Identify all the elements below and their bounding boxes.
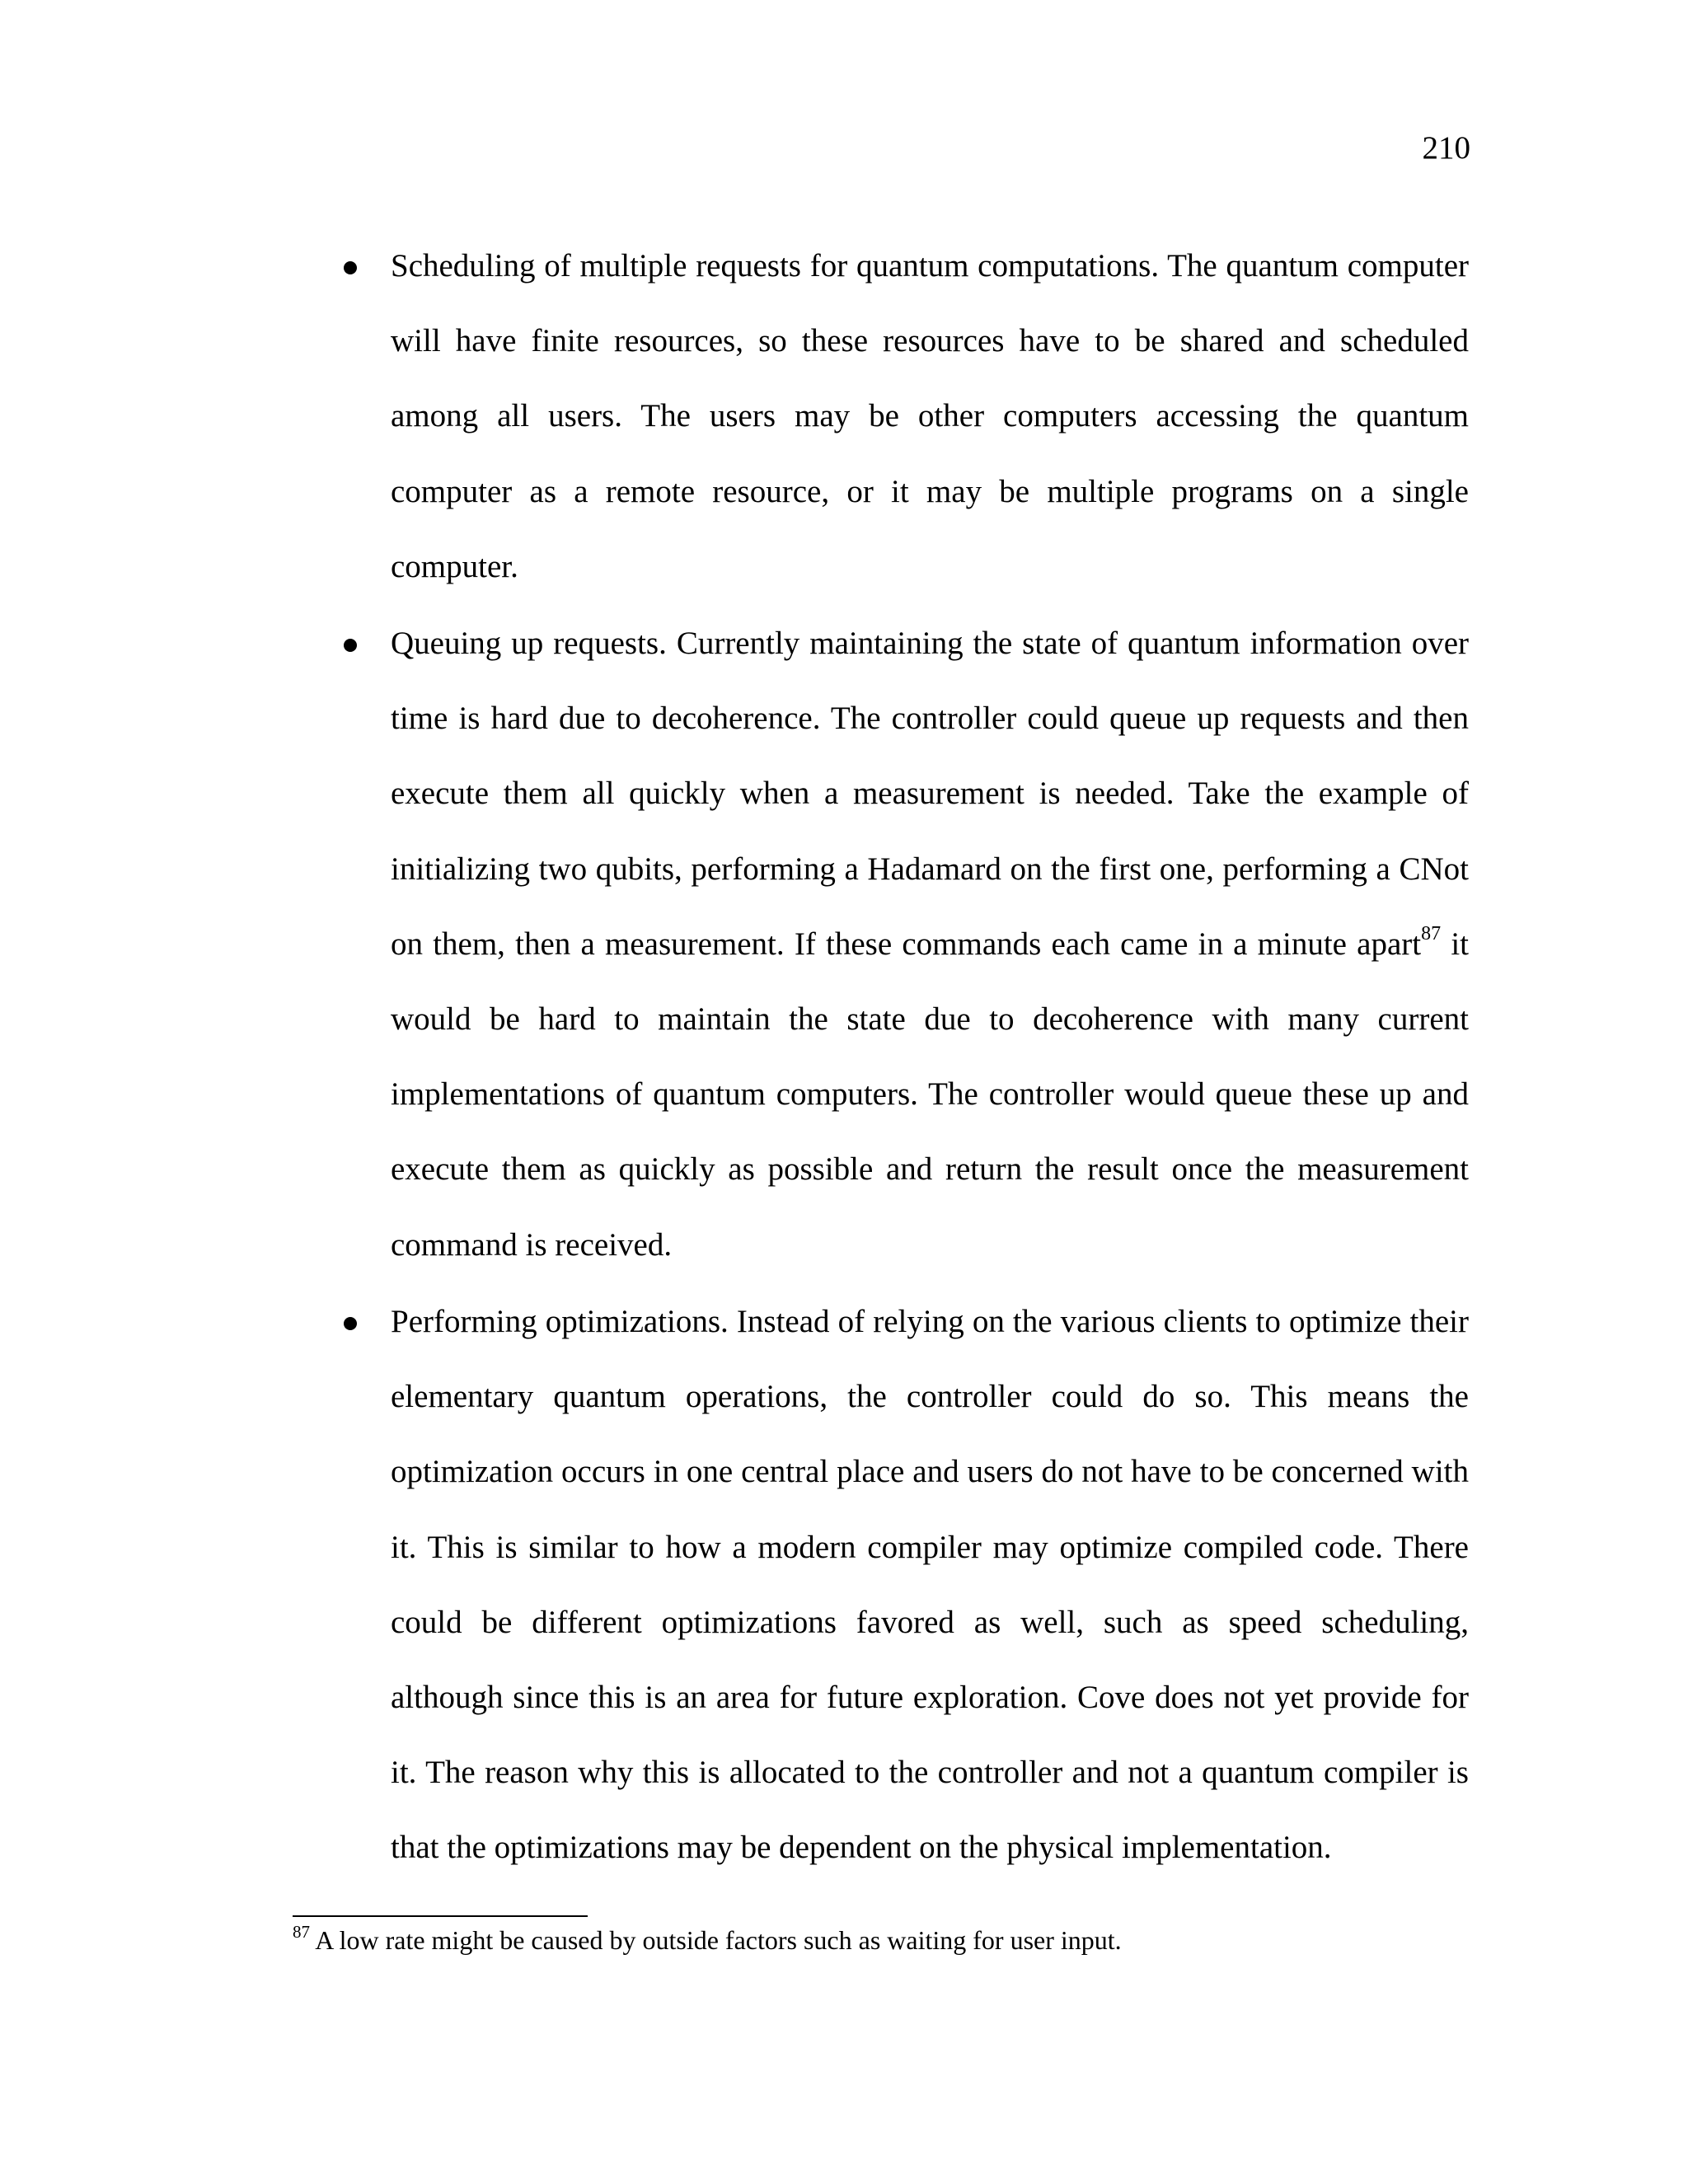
bullet-text: Performing optimizations. Instead of relying on the various clients to optimize their elementary quantum operations, the controller could do so. This means the optimization occurs in one central place and users do not have to be concerned with it. This is similar to how a modern compiler may optimize compiled code. There could be different optimizations favored as well, such as speed scheduling, although since this is an area for future exploration. Cove does not yet provide for it. The reason why this is allocated to the controller and not a quantum compiler is that the optimizations may be dependent on the physical implementation. [391,1304,1469,1866]
page-number: 210 [1422,130,1470,166]
bullet-text: Scheduling of multiple requests for quantum computations. The quantum computer will have finite resources, so these resources have to be shared and scheduled among all users. The users may be other computers accessing the quantum computer as a remote resource, or it may be multiple programs on a single computer. [391,248,1469,584]
bullet-item-queuing [391,606,1469,1282]
footnote-reference: 87 [1421,922,1442,944]
footnote-separator [293,1915,588,1917]
bullet-item-scheduling [391,228,1469,604]
bullet-icon [344,1317,357,1330]
bullet-text-continued: it would be hard to maintain the state due to decoherence with many current implementations of quantum computers. The controller would queue these up and execute them as quickly as possible and return the result once the measurement command is received. [391,926,1469,1263]
footnote-text: A low rate might be caused by outside factors such as waiting for user input. [310,1925,1122,1955]
bullet-icon [344,261,357,274]
footnote-number: 87 [293,1922,310,1943]
bullet-text: Queuing up requests. Currently maintaining the state of quantum information over time is hard due to decoherence. The controller could queue up requests and then execute them all quickly when a measurement is needed. Take the example of initializing two qubits, performing a Hadamard on the first one, performing a CNot on them, then a measurement. If these commands each came in a minute apart [391,626,1469,962]
bullet-icon [344,639,357,652]
footnote [293,1922,1122,1958]
bullet-item-optimizations [391,1284,1469,1886]
